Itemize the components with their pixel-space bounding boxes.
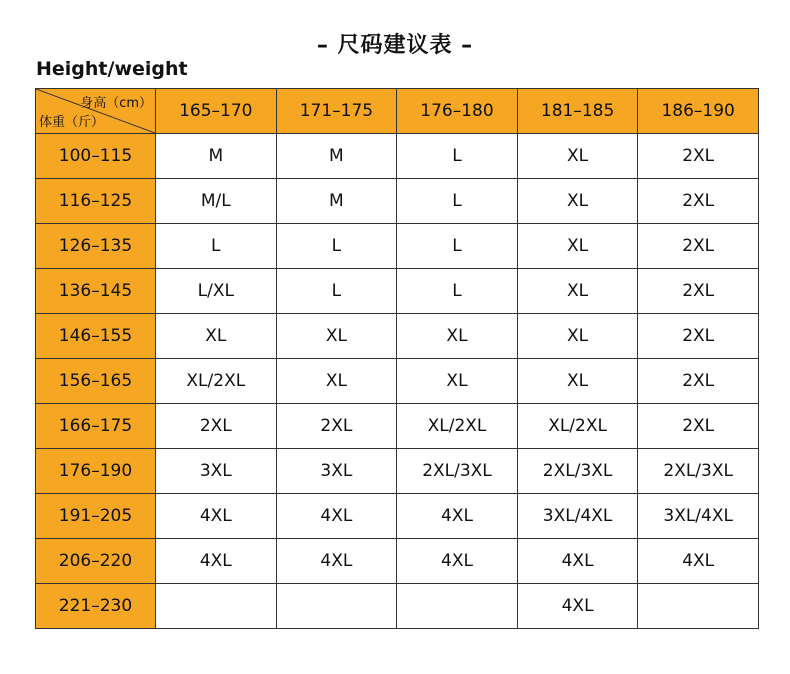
size-cell: 4XL bbox=[397, 539, 518, 584]
row-header-weight: 146–155 bbox=[36, 314, 156, 359]
size-cell: L bbox=[156, 224, 277, 269]
size-cell: XL/2XL bbox=[397, 404, 518, 449]
size-cell: XL bbox=[517, 314, 638, 359]
size-cell: 4XL bbox=[276, 539, 397, 584]
row-header-weight: 156–165 bbox=[36, 359, 156, 404]
size-cell: 2XL bbox=[638, 314, 759, 359]
table-row bbox=[36, 494, 759, 539]
size-cell: 2XL bbox=[638, 224, 759, 269]
column-header: 176–180 bbox=[397, 89, 518, 134]
size-cell bbox=[156, 584, 277, 629]
size-cell: XL bbox=[517, 359, 638, 404]
size-cell: 2XL bbox=[638, 179, 759, 224]
size-cell: XL/2XL bbox=[156, 359, 277, 404]
table-row bbox=[36, 179, 759, 224]
table-subtitle: Height/weight bbox=[36, 58, 188, 80]
size-cell: L bbox=[397, 269, 518, 314]
size-cell: 4XL bbox=[276, 494, 397, 539]
size-cell: 2XL/3XL bbox=[517, 449, 638, 494]
size-cell: 2XL/3XL bbox=[397, 449, 518, 494]
size-cell: M bbox=[156, 134, 277, 179]
size-cell: 4XL bbox=[517, 584, 638, 629]
size-cell: 4XL bbox=[156, 539, 277, 584]
size-cell: XL bbox=[156, 314, 277, 359]
size-cell bbox=[397, 584, 518, 629]
row-header-weight: 166–175 bbox=[36, 404, 156, 449]
size-cell: L bbox=[397, 224, 518, 269]
row-header-weight: 126–135 bbox=[36, 224, 156, 269]
size-cell: XL bbox=[517, 269, 638, 314]
header-row bbox=[36, 89, 759, 134]
size-cell: 2XL bbox=[276, 404, 397, 449]
size-cell: 2XL bbox=[638, 359, 759, 404]
size-cell: M/L bbox=[156, 179, 277, 224]
size-cell: XL/2XL bbox=[517, 404, 638, 449]
row-header-weight: 221–230 bbox=[36, 584, 156, 629]
size-cell: XL bbox=[517, 224, 638, 269]
height-axis-label: 身高（cm） bbox=[80, 96, 152, 111]
column-header: 165–170 bbox=[156, 89, 277, 134]
size-cell: 2XL bbox=[638, 134, 759, 179]
row-header-weight: 191–205 bbox=[36, 494, 156, 539]
size-cell: XL bbox=[397, 314, 518, 359]
weight-axis-label: 体重（斤） bbox=[39, 115, 105, 130]
size-cell bbox=[638, 584, 759, 629]
size-cell: XL bbox=[276, 359, 397, 404]
table-row bbox=[36, 269, 759, 314]
size-cell: 2XL/3XL bbox=[638, 449, 759, 494]
row-header-weight: 176–190 bbox=[36, 449, 156, 494]
table-row bbox=[36, 539, 759, 584]
size-cell: L bbox=[276, 269, 397, 314]
size-cell: L/XL bbox=[156, 269, 277, 314]
size-cell: L bbox=[397, 179, 518, 224]
size-cell: XL bbox=[517, 134, 638, 179]
column-header: 186–190 bbox=[638, 89, 759, 134]
size-cell: 2XL bbox=[156, 404, 277, 449]
table-row bbox=[36, 404, 759, 449]
size-cell: 4XL bbox=[638, 539, 759, 584]
table-row bbox=[36, 359, 759, 404]
size-cell bbox=[276, 584, 397, 629]
row-header-weight: 100–115 bbox=[36, 134, 156, 179]
corner-cell bbox=[36, 89, 156, 134]
size-cell: 4XL bbox=[517, 539, 638, 584]
size-cell: 4XL bbox=[156, 494, 277, 539]
column-header: 181–185 bbox=[517, 89, 638, 134]
size-cell: 3XL/4XL bbox=[517, 494, 638, 539]
table-row bbox=[36, 224, 759, 269]
row-header-weight: 206–220 bbox=[36, 539, 156, 584]
size-cell: 2XL bbox=[638, 404, 759, 449]
size-cell: XL bbox=[517, 179, 638, 224]
size-cell: 2XL bbox=[638, 269, 759, 314]
size-cell: 4XL bbox=[397, 494, 518, 539]
table-row bbox=[36, 314, 759, 359]
size-cell: 3XL bbox=[156, 449, 277, 494]
size-cell: M bbox=[276, 179, 397, 224]
table-body bbox=[36, 134, 759, 629]
size-cell: M bbox=[276, 134, 397, 179]
column-header: 171–175 bbox=[276, 89, 397, 134]
size-cell: L bbox=[397, 134, 518, 179]
row-header-weight: 116–125 bbox=[36, 179, 156, 224]
page-title: – 尺码建议表 – bbox=[316, 33, 474, 58]
table-row bbox=[36, 134, 759, 179]
size-cell: 3XL bbox=[276, 449, 397, 494]
size-cell: L bbox=[276, 224, 397, 269]
size-cell: XL bbox=[276, 314, 397, 359]
table-row bbox=[36, 449, 759, 494]
size-cell: XL bbox=[397, 359, 518, 404]
size-cell: 3XL/4XL bbox=[638, 494, 759, 539]
table-row bbox=[36, 584, 759, 629]
row-header-weight: 136–145 bbox=[36, 269, 156, 314]
size-chart-table bbox=[35, 88, 759, 629]
